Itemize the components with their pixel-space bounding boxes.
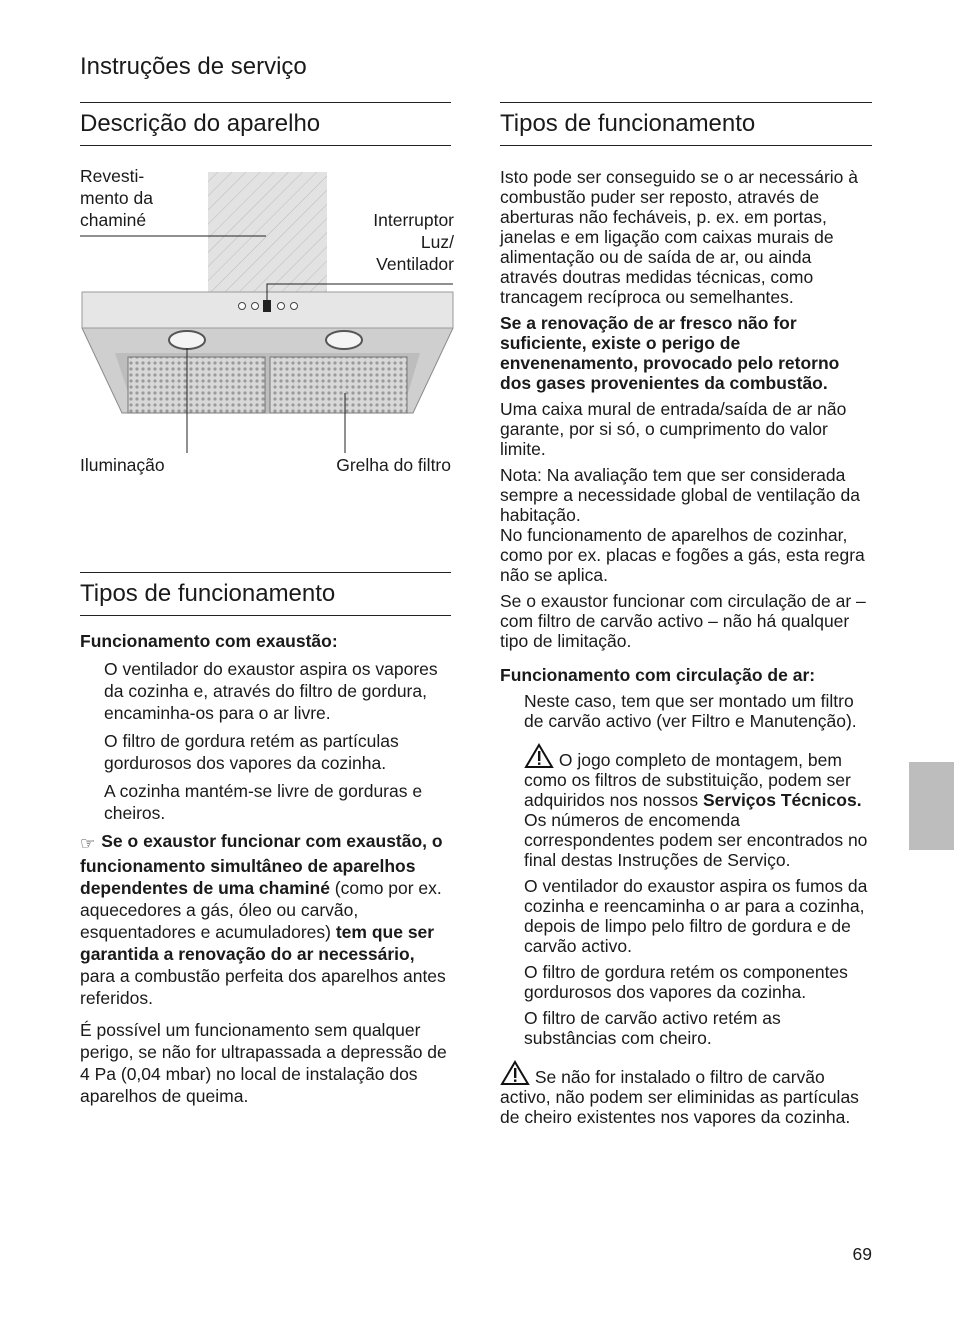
recirc-item: Os números de encomenda correspondentes podem ser encontrados no final destas Instruções de Serviço.: [524, 810, 868, 870]
recirc-item: O filtro de carvão activo retém as substâncias com cheiro.: [524, 1008, 781, 1048]
exhaust-item: O ventilador do exaustor aspira os vapores da cozinha e, através do filtro de gordura, encaminha-os para o ar livre.: [104, 659, 438, 723]
right-column-body: [500, 167, 872, 1133]
label-switch: Interruptor Luz/ Ventilador: [373, 210, 454, 274]
section-heading-description: Descrição do aparelho: [80, 102, 451, 146]
pointing-hand-icon: ☞: [80, 834, 96, 853]
paragraph: Se o exaustor funcionar com circulação de ar – com filtro de carvão activo – não há qualquer tipo de limitação.: [500, 591, 866, 651]
chimney-note: ☞ Se o exaustor funcionar com exaustão, o funcionamento simultâneo de aparelhos dependentes de uma chaminé (como por ex. aquecedores a gás, óleo ou carvão, esquentadores e acumuladores) tem que ser garantida a renovação do ar necessário, para a combustão perfeita dos aparelhos antes referidos.: [80, 831, 446, 1008]
page-number: 69: [852, 1244, 872, 1264]
warning-triangle-icon: [524, 743, 554, 769]
light-left: [169, 331, 205, 349]
note-paragraph: Nota: Na avaliação tem que ser considerada sempre a necessidade global de ventilação da habitação.: [500, 465, 860, 525]
filter-grille-right: [270, 357, 407, 413]
exhaust-item: O filtro de gordura retém as partículas gordurosos dos vapores da cozinha.: [104, 731, 399, 773]
label-chimney: Revesti- mento da chaminé: [80, 166, 153, 230]
warning-triangle-icon: [500, 1060, 530, 1086]
label-lighting: Iluminação: [80, 455, 165, 475]
recirc-item: Neste caso, tem que ser montado um filtro de carvão activo (ver Filtro e Manutenção).: [524, 691, 857, 731]
hood-diagram: [80, 168, 460, 458]
safe-operation-text: É possível um funcionamento sem qualquer perigo, se não for ultrapassada a depressão de 4 Pa (0,04 mbar) no local de instalação dos aparelhos de queima.: [80, 1020, 447, 1106]
note-paragraph: No funcionamento de aparelhos de cozinhar, como por ex. placas e fogões a gás, esta regra não se aplica.: [500, 525, 865, 585]
light-right: [326, 331, 362, 349]
recirculation-heading: Funcionamento com circulação de ar:: [500, 665, 816, 685]
recirc-item: O filtro de gordura retém os componentes gordurosos dos vapores da cozinha.: [524, 962, 848, 1002]
danger-warning: Se a renovação de ar fresco não for suficiente, existe o perigo de envenenamento, provocado pelo retorno dos gases provenientes da combustão.: [500, 313, 840, 393]
exhaust-item: A cozinha mantém-se livre de gorduras e cheiros.: [104, 781, 423, 823]
filter-grille-left: [128, 357, 265, 413]
section-heading-modes-left: Tipos de funcionamento: [80, 572, 451, 616]
recirc-item: O ventilador do exaustor aspira os fumos da cozinha e reencaminha o ar para a cozinha, depois de limpo pelo filtro de gordura e de carvão activo.: [524, 876, 868, 956]
page-title: Instruções de serviço: [80, 53, 307, 80]
chapter-tab: [909, 762, 954, 850]
section-heading-modes-right: Tipos de funcionamento: [500, 102, 872, 146]
paragraph: Isto pode ser conseguido se o ar necessário à combustão puder ser reposto, através de aberturas não fecháveis, p. ex. em portas, janelas e em ligação com caixas murais de alimentação ou de saída de ar, ou ainda através doutras medidas técnicas, como trancagem recíproca ou semelhantes.: [500, 167, 858, 307]
left-column-body: [80, 630, 452, 1113]
recirc-item: O jogo completo de montagem, bem como os filtros de substituição, podem ser adquiridos nos nossos Serviços Técnicos.: [500, 737, 872, 810]
exhaust-heading: Funcionamento com exaustão:: [80, 631, 338, 651]
carbon-filter-warning: Se não for instalado o filtro de carvão activo, não podem ser eliminidas as partículas de cheiro existentes nos vapores da cozinha.: [500, 1060, 872, 1127]
paragraph: Uma caixa mural de entrada/saída de ar não garante, por si só, o cumprimento do valor limite.: [500, 399, 847, 459]
label-filter-grille: Grelha do filtro: [336, 455, 451, 475]
